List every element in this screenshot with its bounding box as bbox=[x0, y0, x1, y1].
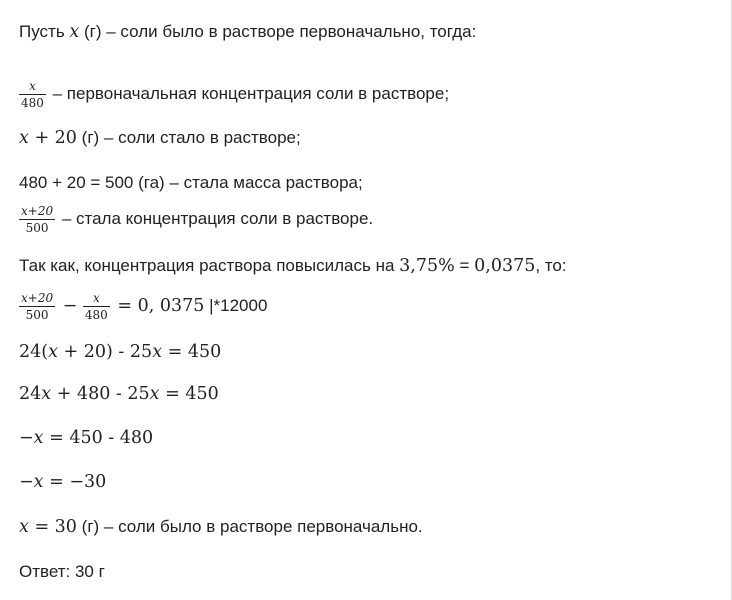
fraction-denominator: 500 bbox=[25, 308, 49, 322]
step-4-line bbox=[19, 471, 106, 493]
increase-prefix: Так как, концентрация раствора повысилась на bbox=[19, 256, 400, 275]
salt-after-text: (г) – соли стало в растворе; bbox=[76, 128, 301, 147]
minus-sign: − bbox=[57, 295, 83, 316]
fraction-x-plus-20-over-500 bbox=[19, 204, 55, 235]
step-1-line bbox=[19, 341, 221, 363]
variable-x: x bbox=[19, 517, 29, 537]
initial-concentration-text: – первоначальная концентрация соли в растворе; bbox=[47, 83, 450, 103]
answer-line bbox=[19, 561, 105, 583]
multiplier-note: |*12000 bbox=[204, 295, 268, 315]
math-plus-20: + 20 bbox=[28, 128, 77, 148]
variable-x: x bbox=[69, 22, 80, 42]
math-text: 24( bbox=[19, 342, 49, 362]
equation-rhs: = 0, 0375 bbox=[111, 295, 205, 316]
fraction-denominator: 480 bbox=[21, 96, 44, 110]
answer-text: Ответ: 30 г bbox=[19, 562, 105, 581]
increase-line bbox=[19, 255, 567, 277]
fraction-x-over-480 bbox=[19, 79, 46, 110]
salt-after-line bbox=[19, 127, 301, 149]
math-text: = 450 bbox=[162, 342, 222, 362]
equation-line bbox=[19, 291, 267, 322]
math-text: = −30 bbox=[43, 472, 107, 492]
solution-mass-line bbox=[19, 172, 363, 194]
step-3-line bbox=[19, 427, 153, 449]
fraction-denominator: 480 bbox=[84, 308, 108, 322]
fraction-x-plus-20-over-500 bbox=[19, 291, 55, 322]
new-concentration-text: – стала концентрация соли в растворе. bbox=[57, 208, 374, 228]
variable-x: x bbox=[33, 428, 44, 448]
math-text: + 20) - 25 bbox=[57, 342, 153, 362]
fraction-numerator: x+20 bbox=[21, 204, 54, 218]
fraction-numerator: x bbox=[29, 79, 36, 93]
math-text: − bbox=[19, 472, 34, 492]
variable-x: x bbox=[152, 342, 163, 362]
solution-mass-text: 480 + 20 = 500 (га) – стала масса раствора; bbox=[19, 173, 363, 192]
intro-prefix: Пусть bbox=[19, 22, 70, 41]
increase-suffix: , то: bbox=[535, 256, 567, 275]
initial-concentration-line bbox=[19, 79, 449, 110]
variable-x: x bbox=[41, 384, 52, 404]
fraction-bar bbox=[83, 306, 110, 307]
fraction-bar bbox=[19, 306, 55, 307]
variable-x: x bbox=[149, 384, 160, 404]
decimal-value: 0,0375 bbox=[474, 256, 536, 276]
variable-x: x bbox=[33, 472, 44, 492]
result-line bbox=[19, 516, 423, 538]
new-concentration-line bbox=[19, 204, 373, 235]
result-text: (г) – соли было в растворе первоначально. bbox=[76, 517, 423, 536]
fraction-numerator: x bbox=[92, 291, 100, 305]
equals-sign: = bbox=[454, 256, 475, 275]
fraction-x-over-480 bbox=[83, 291, 110, 322]
math-text: 24 bbox=[19, 384, 42, 404]
fraction-numerator: x+20 bbox=[21, 291, 54, 305]
percent-value: 3,75% bbox=[399, 256, 455, 276]
math-text: = 450 - 480 bbox=[43, 428, 154, 448]
variable-x: x bbox=[48, 342, 58, 362]
math-text: − bbox=[19, 428, 34, 448]
intro-line bbox=[19, 21, 476, 43]
math-text: = 450 bbox=[159, 384, 219, 404]
fraction-denominator: 500 bbox=[25, 221, 49, 235]
math-text: + 480 - 25 bbox=[51, 384, 150, 404]
fraction-bar bbox=[19, 94, 46, 95]
variable-x: x bbox=[19, 128, 29, 148]
math-text: = 30 bbox=[28, 517, 77, 537]
fraction-bar bbox=[19, 219, 55, 220]
step-2-line bbox=[19, 383, 219, 405]
intro-suffix: (г) – соли было в растворе первоначально, тогда: bbox=[79, 22, 477, 41]
